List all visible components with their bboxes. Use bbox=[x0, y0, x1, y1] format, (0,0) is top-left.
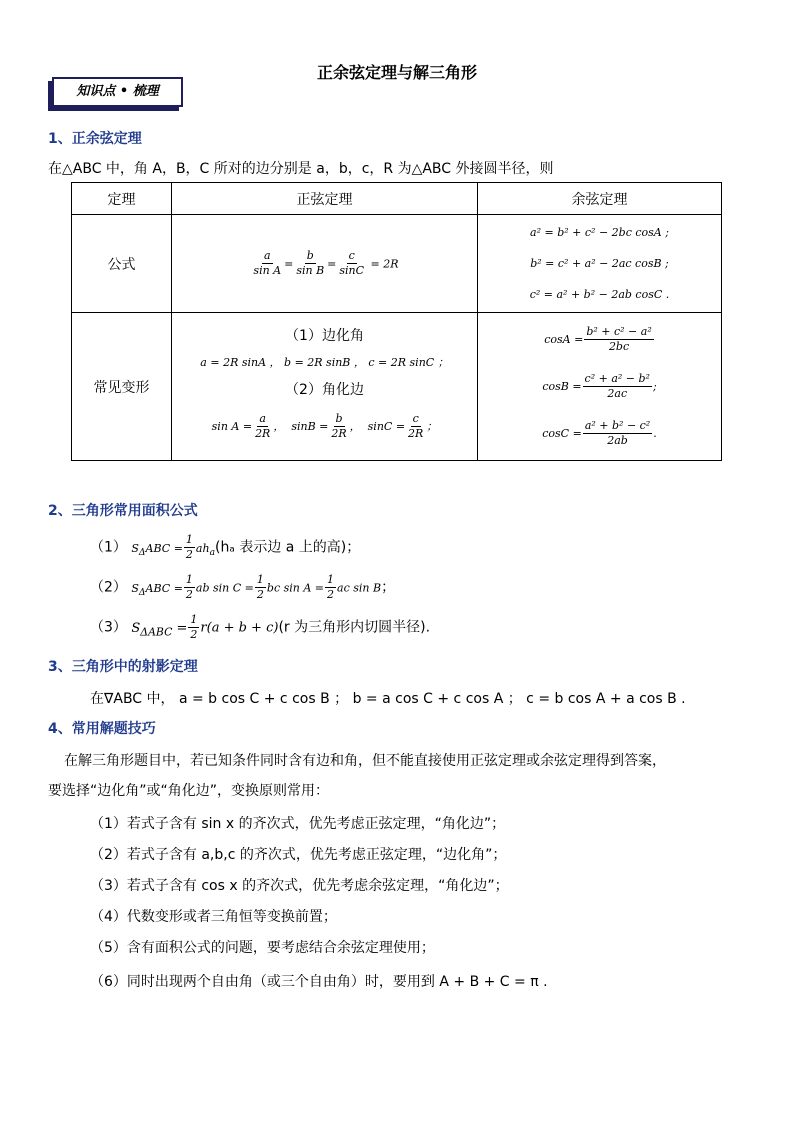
cos-law-b: b² = c² + a² − 2ac cosB ; bbox=[530, 257, 669, 270]
header-theorem: 定理 bbox=[72, 183, 172, 215]
tips-paragraph-2: 要选择“边化角”或“角化边”，变换原则常用： bbox=[48, 783, 330, 799]
heading-4: 4、常用解题技巧 bbox=[48, 721, 156, 737]
sub-angle-to-side: （2）角化边 bbox=[285, 382, 364, 398]
intro-text: 在△ABC 中，角 A，B，C 所对的边分别是 a，b，c，R 为△ABC 外接圆半径，则 bbox=[48, 161, 554, 177]
projection-theorem: 在∇ABC 中， a = b cos C + c cos B ； b = a cos C + c cos A ； c = b cos A + a cos B . bbox=[90, 691, 686, 707]
area-formula-2: （2） $S_\Delta ABC$ = $\frac{1}{2}$ ab sin C = $\frac{1}{2}$ bc sin A = $\frac{1}{2}$ ac sin B； bbox=[90, 573, 396, 601]
sub-side-to-angle: （1）边化角 bbox=[285, 328, 364, 344]
tip-item-3: （3）若式子含有 cos x 的齐次式，优先考虑余弦定理，“角化边”； bbox=[90, 878, 509, 894]
row-variant-label: 常见变形 bbox=[72, 313, 172, 461]
tip-item-2: （2）若式子含有 a,b,c 的齐次式，优先考虑正弦定理，“边化角”； bbox=[90, 847, 507, 863]
header-sine: 正弦定理 bbox=[172, 183, 478, 215]
tips-paragraph-1: 在解三角形题目中，若已知条件同时含有边和角，但不能直接使用正弦定理或余弦定理得到答案， bbox=[64, 753, 666, 769]
heading-3: 3、三角形中的射影定理 bbox=[48, 659, 198, 675]
cosA-formula: cosA = $\frac{\text{b² + c² − a²}}{2bc}$ bbox=[544, 324, 652, 353]
cos-law-c: c² = a² + b² − 2ab cosC . bbox=[529, 288, 670, 301]
tip-item-1: （1）若式子含有 sin x 的齐次式，优先考虑正弦定理，“角化边”； bbox=[90, 816, 506, 832]
header-cosine: 余弦定理 bbox=[478, 183, 722, 215]
sine-variants bbox=[172, 313, 478, 461]
cosine-law-formulas bbox=[478, 215, 722, 313]
angle-to-side-eq: sin A = $\frac{a}{2R}$ ， sinB = $\frac{b}{2R}$ ， sinC = $\frac{c}{2R}$ ； bbox=[211, 411, 438, 440]
theorem-table bbox=[71, 182, 722, 461]
cos-variants bbox=[478, 313, 722, 461]
area-formula-3: （3） $S_{\Delta ABC}$ = $\frac{1}{2}$ r(a + b + c)(r 为三角形内切圆半径). bbox=[90, 613, 431, 641]
cosC-formula: cosC = $\frac{\text{a² + b² − c²}}{2ab}$ . bbox=[542, 418, 657, 447]
cosB-formula: cosB = $\frac{\text{c² + a² − b²}}{2ac}$ ; bbox=[542, 371, 657, 400]
tip-item-4: （4）代数变形或者三角恒等变换前置； bbox=[90, 909, 337, 925]
tip-item-5: （5）含有面积公式的问题，要考虑结合余弦定理使用； bbox=[90, 940, 435, 956]
sine-law-formula: $\frac{a}{\text{sin A}}$ = $\frac{b}{\text{sin B}}$ = $\frac{c}{\sin C}$ = 2R bbox=[172, 215, 478, 313]
heading-1: 1、正余弦定理 bbox=[48, 131, 142, 147]
section-badge: 知识点 • 梳理 bbox=[52, 77, 183, 107]
side-to-angle-eq: a = 2R sinA ， b = 2R sinB ， c = 2R sinC ； bbox=[200, 356, 449, 369]
tip-item-6: （6）同时出现两个自由角（或三个自由角）时，要用到 A + B + C = π . bbox=[90, 974, 548, 990]
area-formula-1: （1） $S_\Delta ABC$ = $\frac{1}{2}$ $ah_a(h_a$ 表示边 a 上的高)； bbox=[90, 533, 361, 561]
row-formula-label: 公式 bbox=[72, 215, 172, 313]
cos-law-a: a² = b² + c² − 2bc cosA ; bbox=[530, 226, 669, 239]
heading-2: 2、三角形常用面积公式 bbox=[48, 503, 198, 519]
page-title: 正余弦定理与解三角形 bbox=[316, 63, 477, 82]
